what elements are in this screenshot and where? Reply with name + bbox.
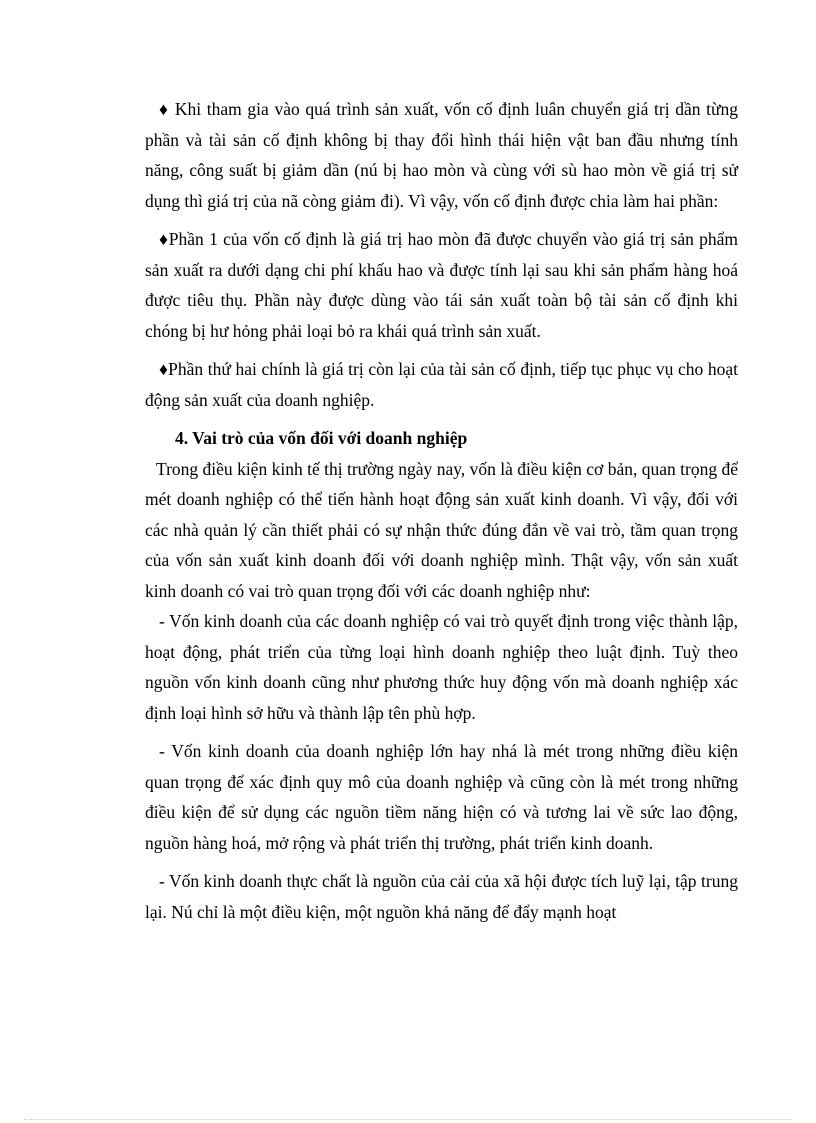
paragraph-fixed-capital-part-1: ♦Phần 1 của vốn cố định là giá trị hao mòn đã được chuyển vào giá trị sản phẩm sản xuất ra dưới dạng chi phí khấu hao và được tính lại sau khi sản phẩm hàng hoá được tiêu thụ. Phần này được dùng vào tái sản xuất toàn bộ tài sản cố định khi chóng bị hư hỏng phải loại bỏ ra khái quá trình sản xuất.: [145, 229, 738, 341]
paragraph-capital-role-intro: Trong điều kiện kinh tế thị trường ngày nay, vốn là điều kiện cơ bản, quan trọng để mét doanh nghiệp có thể tiến hành hoạt động sản xuất kinh doanh. Vì vậy, đối với các nhà quản lý cần thiết phải có sự nhận thức đúng đắn về vai trò, tầm quan trọng của vốn sản xuất kinh doanh đối với doanh nghiệp mình. Thật vậy, vốn sản xuất kinh doanh có vai trò quan trọng đối với các doanh nghiệp như:: [145, 458, 738, 601]
page-bottom-divider: [24, 1119, 792, 1120]
paragraph-role-point-1: - Vốn kinh doanh của các doanh nghiệp có vai trò quyết định trong việc thành lập, hoạt động, phát triển của từng loại hình doanh nghiệp theo luật định. Tuỳ theo nguồn vốn kinh doanh cũng như phương thức huy động vốn mà doanh nghiệp xác định loại hình sở hữu và thành lập tên phù hợp.: [145, 611, 738, 723]
paragraph-role-point-3: - Vốn kinh doanh thực chất là nguồn của cải của xã hội được tích luỹ lại, tập trung lại. Nú chỉ là một điều kiện, một nguồn khả năng để đẩy mạnh hoạt: [145, 871, 738, 922]
section-heading: 4. Vai trò của vốn đối với doanh nghiệp: [175, 428, 468, 448]
document-body: [145, 94, 738, 927]
paragraph-fixed-capital-part-2: ♦Phần thứ hai chính là giá trị còn lại của tài sản cố định, tiếp tục phục vụ cho hoạt động sản xuất của doanh nghiệp.: [145, 359, 738, 410]
paragraph-role-point-2: - Vốn kinh doanh của doanh nghiệp lớn hay nhá là mét trong những điều kiện quan trọng để xác định quy mô của doanh nghiệp và cũng còn là mét trong những điều kiện để sử dụng các nguồn tiềm năng hiện có và tương lai về sức lao động, nguồn hàng hoá, mở rộng và phát triển thị trường, phát triển kinh doanh.: [145, 741, 738, 853]
paragraph-fixed-capital-intro: ♦ Khi tham gia vào quá trình sản xuất, vốn cố định luân chuyển giá trị dần từng phần và tài sản cố định không bị thay đổi hình thái hiện vật ban đầu nhưng tính năng, công suất bị giảm dần (nú bị hao mòn và cùng với sù hao mòn về giá trị sử dụng thì giá trị của nã còng giảm đi). Vì vậy, vốn cố định được chia làm hai phần:: [145, 99, 738, 211]
